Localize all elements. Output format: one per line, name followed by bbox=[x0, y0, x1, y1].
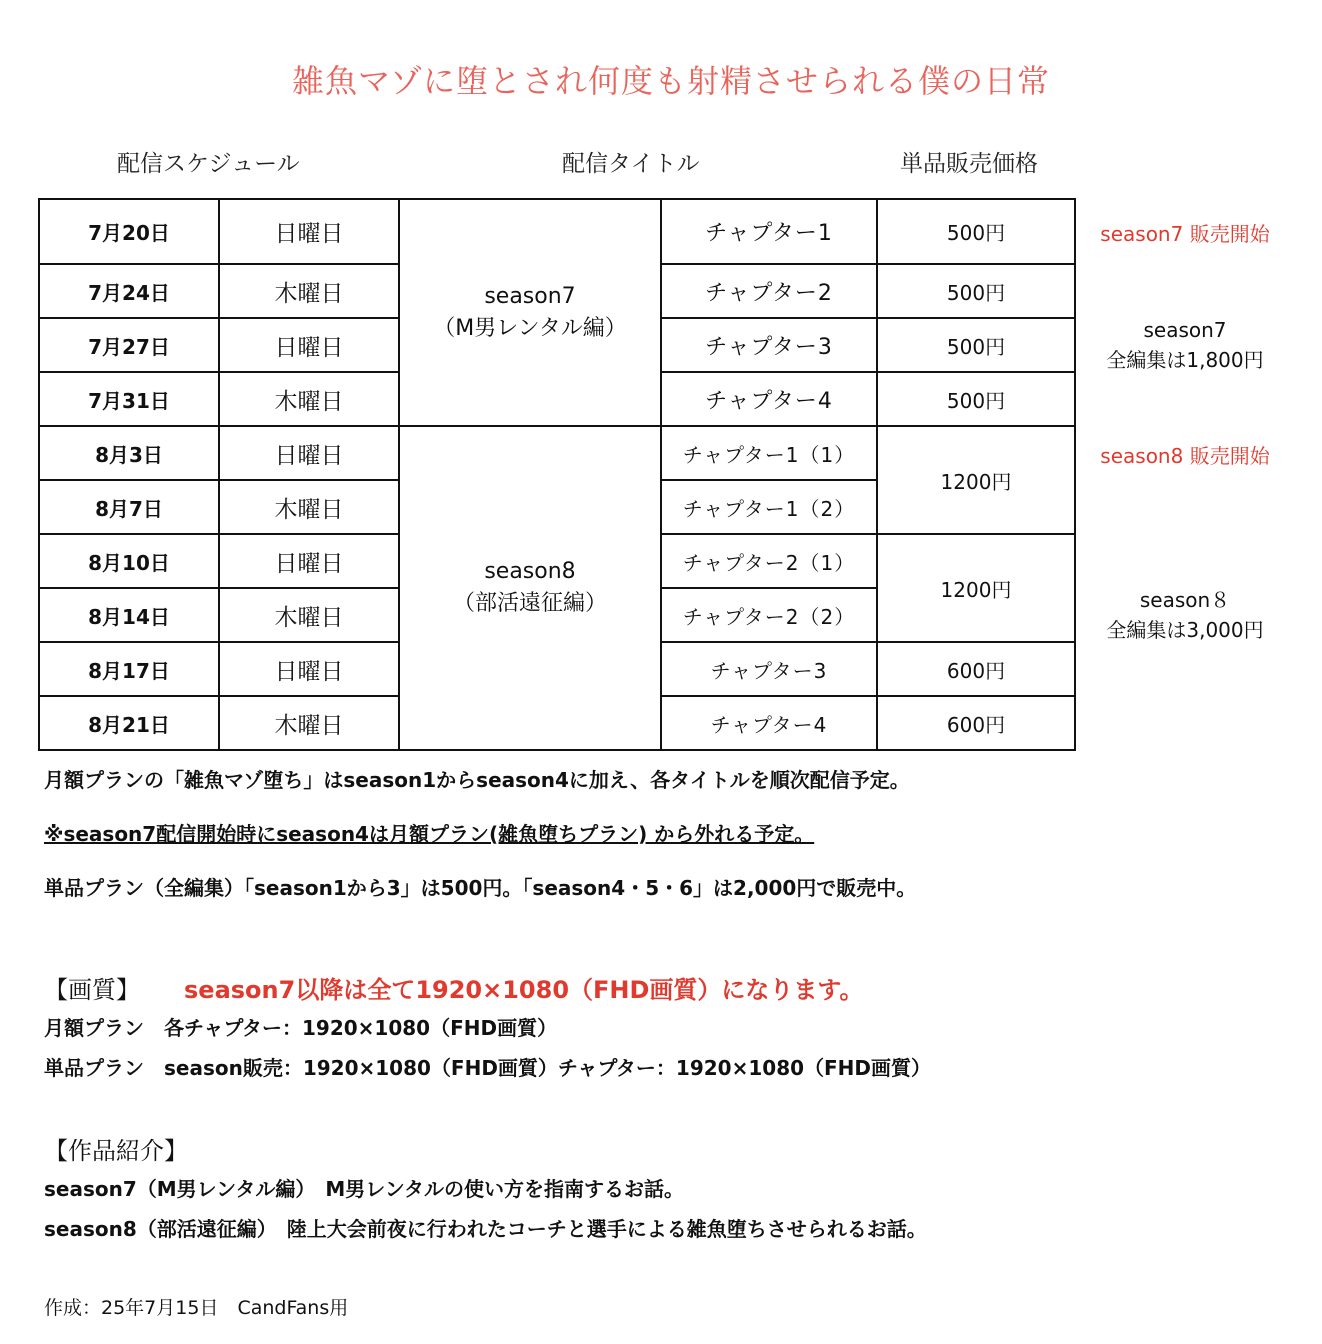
season7-title-cell bbox=[399, 199, 661, 426]
quality-heading: 【画質】 bbox=[44, 976, 140, 1004]
chapter-cell: チャプター1（1） bbox=[661, 426, 877, 480]
date-cell: 7月31日 bbox=[39, 372, 219, 426]
price-cell: 600円 bbox=[877, 696, 1075, 750]
price-cell: 600円 bbox=[877, 642, 1075, 696]
season7-subtitle: （M男レンタル編） bbox=[433, 315, 627, 341]
season8-subtitle: （部活遠征編） bbox=[452, 591, 607, 616]
chapter-cell: チャプター3 bbox=[661, 318, 877, 372]
date-cell: 8月17日 bbox=[39, 642, 219, 696]
intro-season7-line: season7（M男レンタル編） M男レンタルの使い方を指南するお話。 bbox=[44, 1177, 684, 1201]
date-cell: 7月24日 bbox=[39, 264, 219, 318]
quality-monthly-line: 月額プラン 各チャプター：1920×1080（FHD画質） bbox=[44, 1016, 558, 1040]
season8-full-label: season８ bbox=[1139, 588, 1231, 612]
date-cell: 8月7日 bbox=[39, 480, 219, 534]
season8-full-price: 全編集は3,000円 bbox=[1106, 618, 1264, 642]
date-cell: 8月3日 bbox=[39, 426, 219, 480]
day-cell: 日曜日 bbox=[219, 199, 399, 264]
date-cell: 8月14日 bbox=[39, 588, 219, 642]
day-cell: 木曜日 bbox=[219, 588, 399, 642]
price-cell: 500円 bbox=[877, 318, 1075, 372]
day-cell: 日曜日 bbox=[219, 426, 399, 480]
page-title: 雑魚マゾに堕とされ何度も射精させられる僕の日常 bbox=[291, 62, 1051, 100]
table-row bbox=[39, 426, 1075, 480]
chapter-cell: チャプター2（1） bbox=[661, 534, 877, 588]
price-cell: 500円 bbox=[877, 264, 1075, 318]
season8-title-cell bbox=[399, 426, 661, 750]
season4-removal-note: ※season7配信開始時にseason4は月額プラン(雑魚堕ちプラン) から外れる予定。 bbox=[44, 822, 815, 846]
quality-highlight: season7以降は全て1920×1080（FHD画質）になります。 bbox=[184, 976, 864, 1004]
intro-season8-line: season8（部活遠征編） 陸上大会前夜に行われたコーチと選手による雑魚堕ちさせられるお話。 bbox=[44, 1217, 927, 1241]
header-title: 配信タイトル bbox=[562, 151, 700, 177]
price-cell: 500円 bbox=[877, 199, 1075, 264]
season7-full-note bbox=[1090, 315, 1280, 375]
season8-full-note bbox=[1090, 585, 1280, 645]
price-cell: 1200円 bbox=[877, 426, 1075, 534]
date-cell: 7月27日 bbox=[39, 318, 219, 372]
date-cell: 7月20日 bbox=[39, 199, 219, 264]
season7-full-price: 全編集は1,800円 bbox=[1106, 348, 1264, 372]
chapter-cell: チャプター3 bbox=[661, 642, 877, 696]
season8-start-note: season8 販売開始 bbox=[1100, 444, 1270, 468]
single-plan-paragraph: 単品プラン（全編集）「season1から3」は500円。「season4・5・6」は2,000円で販売中。 bbox=[44, 876, 917, 900]
price-cell: 1200円 bbox=[877, 534, 1075, 642]
chapter-cell: チャプター4 bbox=[661, 372, 877, 426]
chapter-cell: チャプター2（2） bbox=[661, 588, 877, 642]
chapter-cell: チャプター2 bbox=[661, 264, 877, 318]
day-cell: 日曜日 bbox=[219, 642, 399, 696]
chapter-cell: チャプター1（2） bbox=[661, 480, 877, 534]
day-cell: 日曜日 bbox=[219, 318, 399, 372]
chapter-cell: チャプター4 bbox=[661, 696, 877, 750]
season7-start-note: season7 販売開始 bbox=[1100, 222, 1270, 246]
table-row bbox=[39, 199, 1075, 264]
day-cell: 木曜日 bbox=[219, 480, 399, 534]
header-schedule: 配信スケジュール bbox=[117, 151, 300, 177]
price-cell: 500円 bbox=[877, 372, 1075, 426]
chapter-cell: チャプター1 bbox=[661, 199, 877, 264]
quality-single-line: 単品プラン season販売：1920×1080（FHD画質）チャプター：1920×1080（FHD画質） bbox=[44, 1056, 932, 1080]
schedule-table bbox=[38, 198, 1076, 751]
season8-title: season8 bbox=[484, 559, 576, 584]
day-cell: 木曜日 bbox=[219, 696, 399, 750]
season7-title: season7 bbox=[484, 283, 576, 309]
day-cell: 木曜日 bbox=[219, 372, 399, 426]
season7-full-label: season7 bbox=[1143, 318, 1227, 342]
footer-credit: 作成：25年7月15日 CandFans用 bbox=[44, 1297, 349, 1319]
day-cell: 木曜日 bbox=[219, 264, 399, 318]
date-cell: 8月21日 bbox=[39, 696, 219, 750]
header-price: 単品販売価格 bbox=[900, 151, 1038, 177]
date-cell: 8月10日 bbox=[39, 534, 219, 588]
day-cell: 日曜日 bbox=[219, 534, 399, 588]
monthly-plan-paragraph: 月額プランの「雑魚マゾ堕ち」はseason1からseason4に加え、各タイトルを順次配信予定。 bbox=[44, 768, 910, 792]
intro-heading: 【作品紹介】 bbox=[44, 1137, 188, 1165]
